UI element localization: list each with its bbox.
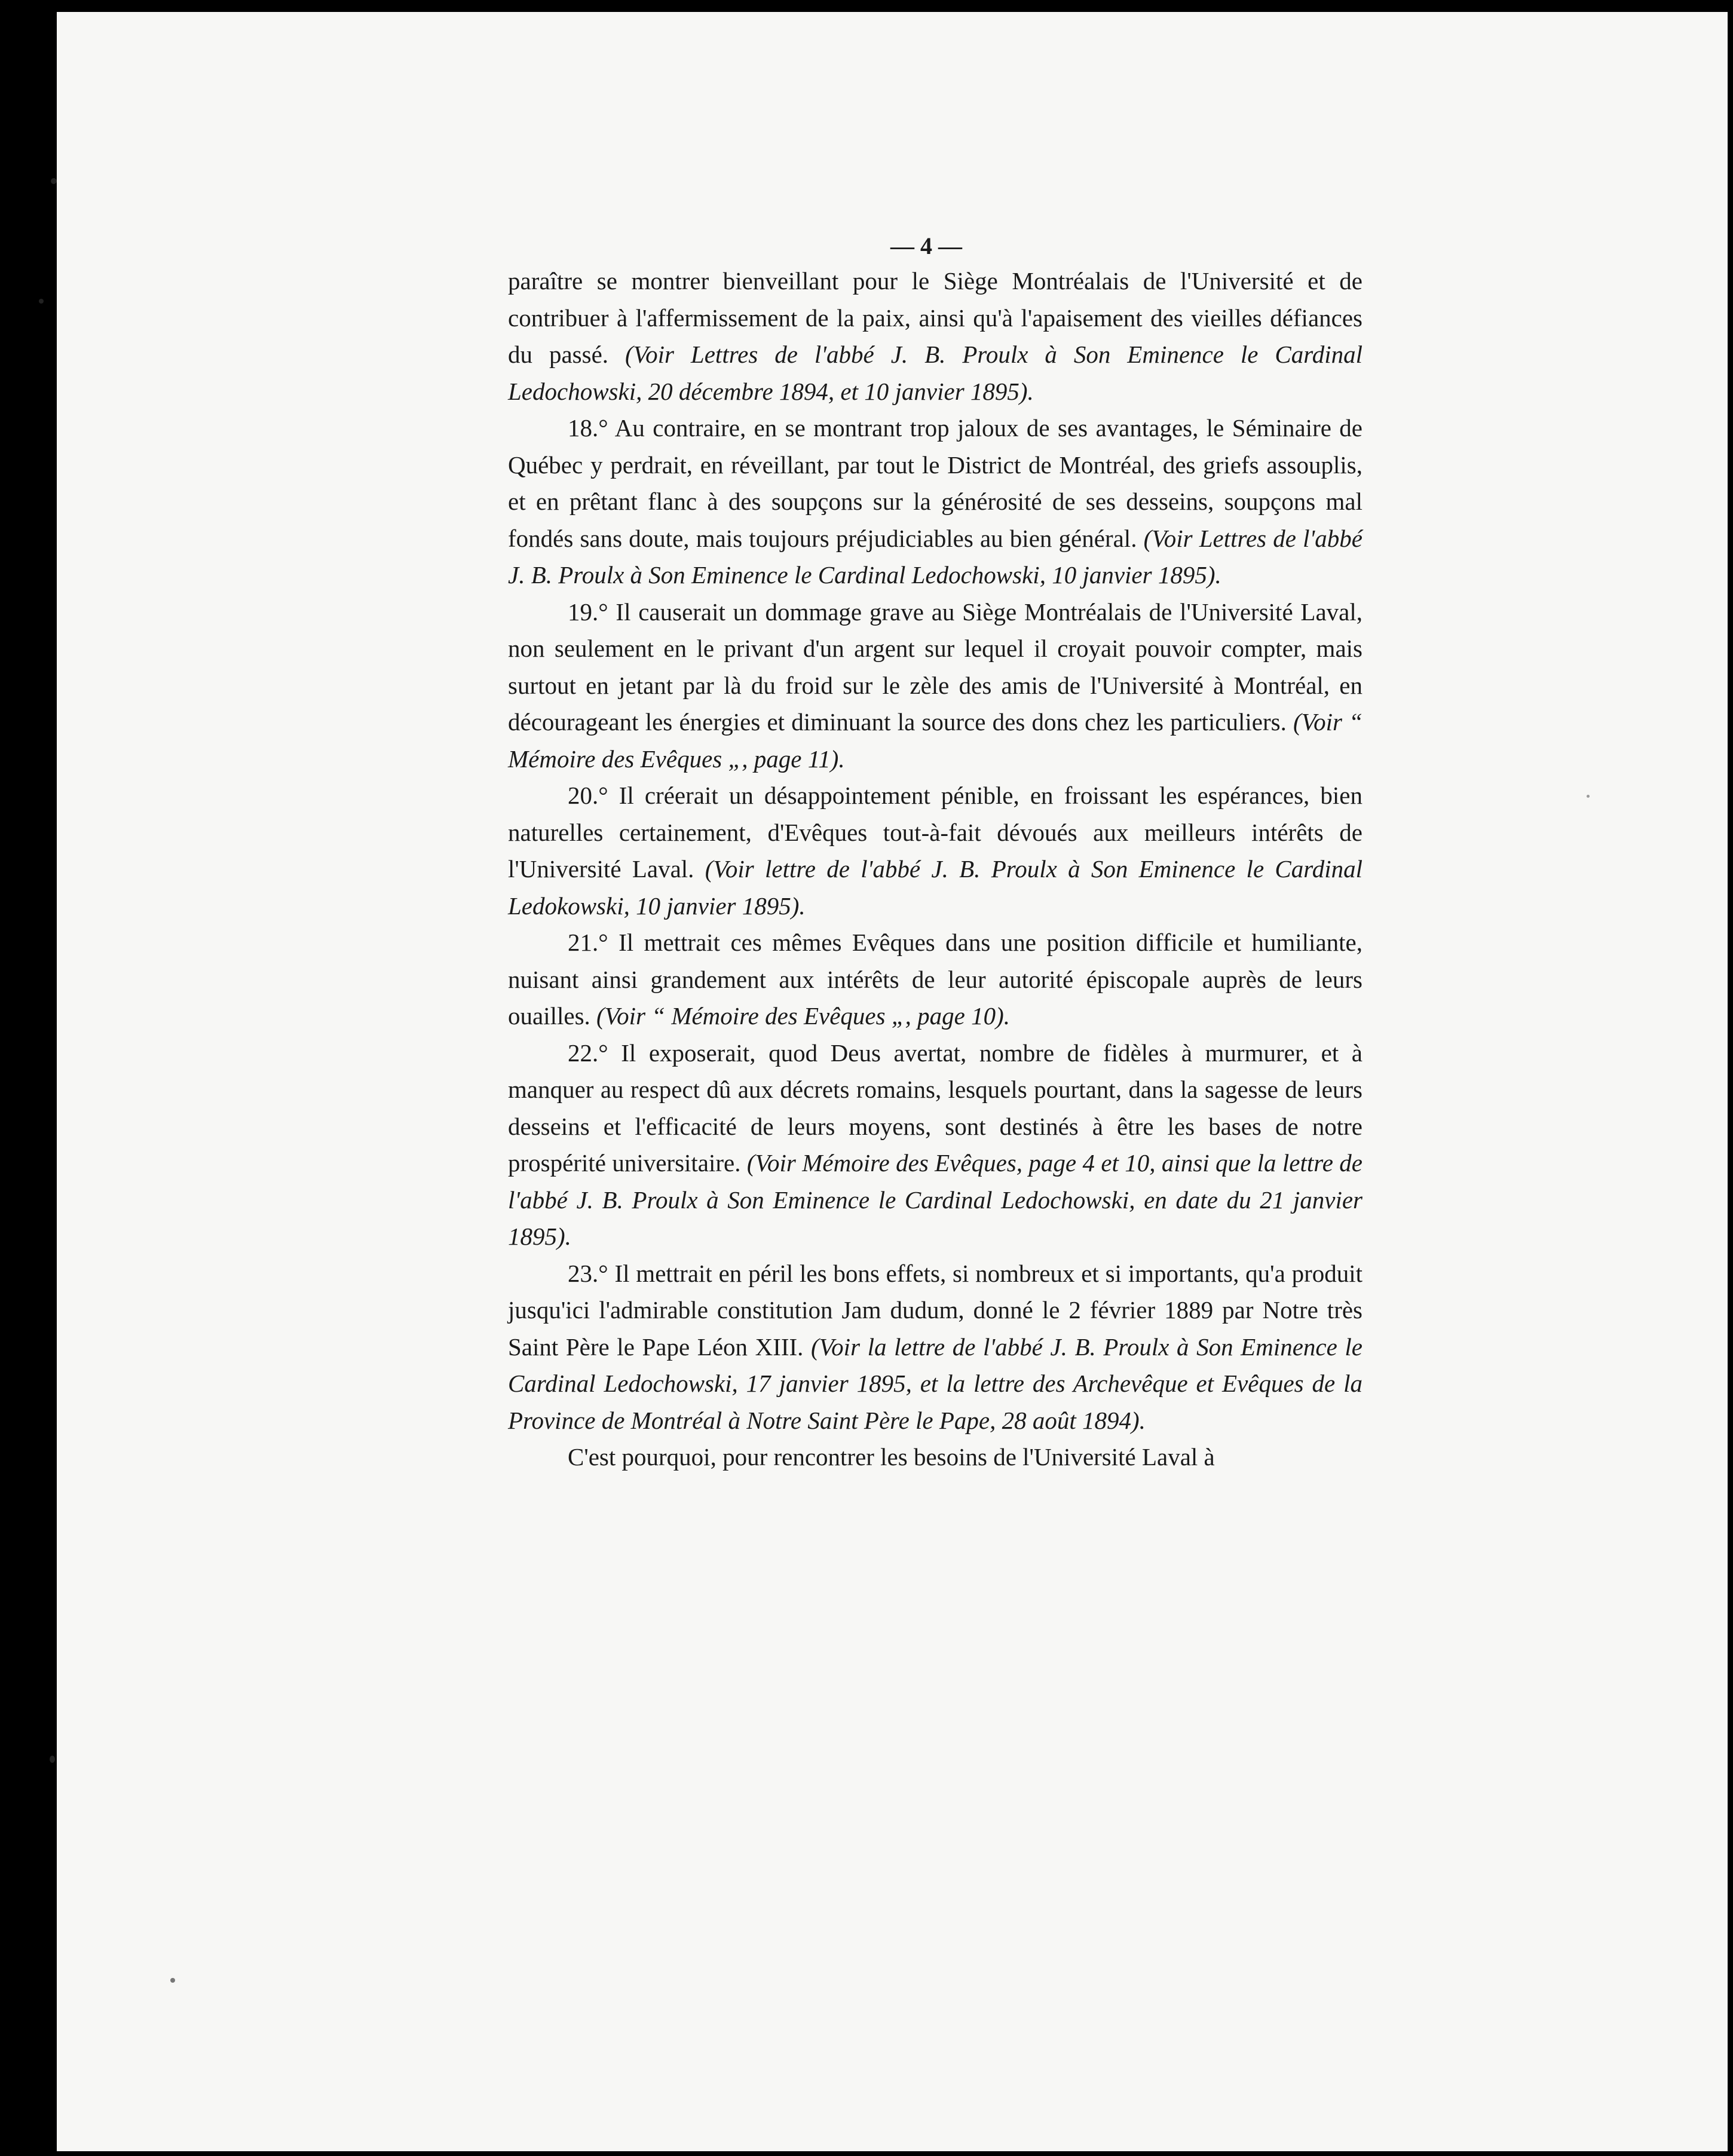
paragraph-text: 23.° Il mettrait en péril les bons effets, si nombreux et si importants, qu'a produit jusqu'ici l'admirable constitution Jam dudum, donné le 2 février 1889 par Notre très Saint Père le Pape Léon XIII.	[508, 1259, 1362, 1361]
paragraph-conclusion	[508, 1439, 1362, 1476]
paragraph-23	[508, 1255, 1362, 1440]
paragraph-continued	[508, 263, 1362, 410]
paragraph-text: 19.° Il causerait un dommage grave au Siège Montréalais de l'Université Laval, non seulement en le privant d'un argent sur lequel il croyait pouvoir compter, mais surtout en jetant par là du froid sur le zèle des amis de l'Université à Montréal, en décourageant les énergies et diminuant la source des dons chez les particuliers.	[508, 598, 1362, 736]
paragraph-20	[508, 777, 1362, 924]
paragraph-text: 20.° Il créerait un désappointement pénible, en froissant les espérances, bien naturelles certainement, d'Evêques tout-à-fait dévoués aux meilleurs intérêts de l'Université Laval.	[508, 782, 1362, 883]
scan-speck	[170, 1978, 175, 1983]
body-text	[508, 263, 1362, 1476]
scan-speck	[39, 299, 44, 304]
paragraph-19	[508, 594, 1362, 778]
page-number: — 4 —	[890, 232, 962, 259]
scan-speck	[50, 1756, 55, 1763]
paragraph-22	[508, 1035, 1362, 1255]
reference-citation: (Voir Lettres de l'abbé J. B. Proulx à Son Eminence le Cardinal Ledochowski, 20 décembre 1894, et 10 janvier 1895).	[508, 341, 1362, 405]
reference-citation: (Voir “ Mémoire des Evêques „, page 10).	[596, 1002, 1010, 1030]
paragraph-text: 21.° Il mettrait ces mêmes Evêques dans une position difficile et humiliante, nuisant ainsi grandement aux intérêts de leur autorité épiscopale auprès de leurs ouailles.	[508, 929, 1362, 1030]
paragraph-text: paraître se montrer bienveillant pour le Siège Montréalais de l'Université et de contribuer à l'affermissement de la paix, ainsi qu'à l'apaisement des vieilles défiances du passé.	[508, 267, 1362, 368]
paragraph-text: 18.° Au contraire, en se montrant trop jaloux de ses avantages, le Séminaire de Québec y perdrait, en réveillant, par tout le District de Montréal, des griefs assouplis, et en prêtant flanc à des soupçons sur la générosité de ses desseins, soupçons mal fondés sans doute, mais toujours préjudiciables au bien général.	[508, 414, 1362, 552]
scan-speck	[1587, 795, 1590, 798]
paragraph-text: C'est pourquoi, pour rencontrer les besoins de l'Université Laval à	[568, 1443, 1215, 1471]
paragraph-21	[508, 924, 1362, 1035]
reference-citation: (Voir Mémoire des Evêques, page 4 et 10, ainsi que la lettre de l'abbé J. B. Proulx à Son Eminence le Cardinal Ledochowski, en date du 21 janvier 1895).	[508, 1149, 1362, 1250]
reference-citation: (Voir Lettres de l'abbé J. B. Proulx à Son Eminence le Cardinal Ledochowski, 10 janvier 1895).	[508, 524, 1362, 589]
reference-citation: (Voir la lettre de l'abbé J. B. Proulx à Son Eminence le Cardinal Ledochowski, 17 janvier 1895, et la lettre des Archevêque et Evêques de la Province de Montréal à Notre Saint Père le Pape, 28 août 1894).	[508, 1333, 1362, 1434]
reference-citation: (Voir “ Mémoire des Evêques „, page 11).	[508, 708, 1362, 773]
paragraph-text: 22.° Il exposerait, quod Deus avertat, nombre de fidèles à murmurer, et à manquer au respect dû aux décrets romains, lesquels pourtant, dans la sagesse de leurs desseins et l'efficacité de leurs moyens, sont destinés à être les bases de notre prospérité universitaire.	[508, 1039, 1362, 1177]
paragraph-18	[508, 410, 1362, 594]
reference-citation: (Voir lettre de l'abbé J. B. Proulx à Son Eminence le Cardinal Ledokowski, 10 janvier 1895).	[508, 855, 1362, 920]
scan-speck	[51, 178, 57, 184]
